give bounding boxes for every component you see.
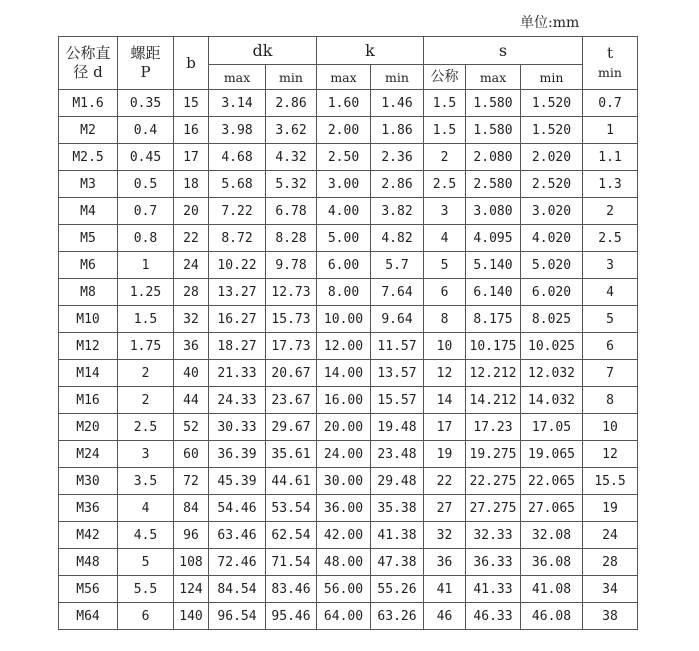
cell-b: 52 [174,414,209,441]
cell-b: 40 [174,360,209,387]
cell-d: M4 [59,198,118,225]
cell-d: M48 [59,549,118,576]
cell-d: M30 [59,468,118,495]
cell-t-min: 8 [583,387,638,414]
cell-k-max: 16.00 [317,387,371,414]
cell-d: M24 [59,441,118,468]
cell-t-min: 38 [583,603,638,630]
cell-b: 84 [174,495,209,522]
cell-s-nominal: 22 [424,468,466,495]
header-s-nominal: 公称 [424,65,466,90]
table-row [59,279,638,306]
header-pitch [118,37,174,90]
cell-p: 1.75 [118,333,174,360]
table-row [59,144,638,171]
cell-b: 17 [174,144,209,171]
cell-dk-max: 5.68 [209,171,266,198]
cell-p: 3 [118,441,174,468]
cell-k-max: 56.00 [317,576,371,603]
cell-s-nominal: 32 [424,522,466,549]
cell-s-max: 8.175 [466,306,521,333]
cell-s-max: 4.095 [466,225,521,252]
cell-t-min: 12 [583,441,638,468]
header-dk-max: max [209,65,266,90]
header-nominal-diameter-line2: 径 d [73,63,103,81]
header-s-min: min [521,65,583,90]
cell-d: M10 [59,306,118,333]
cell-d: M5 [59,225,118,252]
cell-dk-min: 95.46 [266,603,317,630]
table-row [59,360,638,387]
cell-s-min: 6.020 [521,279,583,306]
header-pitch-line1: 螺距 [130,44,161,62]
cell-s-nominal: 6 [424,279,466,306]
cell-s-min: 3.020 [521,198,583,225]
cell-d: M36 [59,495,118,522]
cell-b: 72 [174,468,209,495]
cell-k-min: 35.38 [371,495,424,522]
cell-d: M42 [59,522,118,549]
cell-dk-min: 2.86 [266,90,317,117]
cell-s-nominal: 8 [424,306,466,333]
header-k: k [317,37,424,65]
cell-d: M1.6 [59,90,118,117]
cell-s-min: 2.520 [521,171,583,198]
cell-k-max: 10.00 [317,306,371,333]
cell-s-min: 12.032 [521,360,583,387]
cell-p: 1 [118,252,174,279]
cell-d: M64 [59,603,118,630]
cell-s-min: 8.025 [521,306,583,333]
cell-s-max: 41.33 [466,576,521,603]
cell-b: 22 [174,225,209,252]
cell-k-min: 55.26 [371,576,424,603]
cell-dk-max: 13.27 [209,279,266,306]
table-row [59,549,638,576]
cell-dk-max: 96.54 [209,603,266,630]
cell-k-min: 2.86 [371,171,424,198]
cell-k-min: 4.82 [371,225,424,252]
cell-d: M2 [59,117,118,144]
cell-t-min: 1 [583,117,638,144]
cell-t-min: 15.5 [583,468,638,495]
cell-t-min: 28 [583,549,638,576]
cell-s-nominal: 17 [424,414,466,441]
table-row [59,495,638,522]
cell-t-min: 1.1 [583,144,638,171]
cell-k-min: 19.48 [371,414,424,441]
cell-k-min: 7.64 [371,279,424,306]
cell-k-max: 36.00 [317,495,371,522]
cell-t-min: 34 [583,576,638,603]
cell-dk-min: 3.62 [266,117,317,144]
cell-dk-min: 20.67 [266,360,317,387]
cell-s-max: 32.33 [466,522,521,549]
cell-dk-min: 17.73 [266,333,317,360]
cell-b: 96 [174,522,209,549]
header-k-max: max [317,65,371,90]
cell-p: 3.5 [118,468,174,495]
table-row [59,252,638,279]
cell-p: 0.7 [118,198,174,225]
cell-s-max: 22.275 [466,468,521,495]
cell-dk-min: 15.73 [266,306,317,333]
cell-s-max: 6.140 [466,279,521,306]
cell-s-max: 46.33 [466,603,521,630]
cell-t-min: 2.5 [583,225,638,252]
cell-k-min: 23.48 [371,441,424,468]
cell-s-min: 27.065 [521,495,583,522]
cell-d: M20 [59,414,118,441]
cell-t-min: 6 [583,333,638,360]
cell-p: 0.35 [118,90,174,117]
cell-s-nominal: 10 [424,333,466,360]
cell-dk-min: 71.54 [266,549,317,576]
header-dk-min: min [266,65,317,90]
cell-s-min: 17.05 [521,414,583,441]
cell-t-min: 10 [583,414,638,441]
cell-s-max: 19.275 [466,441,521,468]
cell-dk-max: 7.22 [209,198,266,225]
header-k-min: min [371,65,424,90]
cell-s-max: 12.212 [466,360,521,387]
header-nominal-diameter [59,37,118,90]
cell-k-min: 5.7 [371,252,424,279]
cell-b: 15 [174,90,209,117]
header-pitch-line2: P [140,63,151,81]
cell-b: 44 [174,387,209,414]
cell-d: M16 [59,387,118,414]
table-row [59,225,638,252]
cell-dk-max: 45.39 [209,468,266,495]
table-row [59,414,638,441]
cell-d: M56 [59,576,118,603]
cell-k-max: 5.00 [317,225,371,252]
cell-k-min: 9.64 [371,306,424,333]
cell-p: 2.5 [118,414,174,441]
cell-dk-max: 54.46 [209,495,266,522]
cell-s-max: 2.580 [466,171,521,198]
cell-s-nominal: 2 [424,144,466,171]
table-row [59,441,638,468]
cell-k-max: 8.00 [317,279,371,306]
cell-k-min: 63.26 [371,603,424,630]
cell-d: M12 [59,333,118,360]
cell-s-max: 1.580 [466,117,521,144]
header-s-max: max [466,65,521,90]
cell-b: 20 [174,198,209,225]
cell-s-max: 3.080 [466,198,521,225]
header-nominal-diameter-line1: 公称直 [65,44,111,62]
cell-p: 4 [118,495,174,522]
header-s: s [424,37,583,65]
cell-dk-max: 63.46 [209,522,266,549]
cell-k-min: 2.36 [371,144,424,171]
table-row [59,198,638,225]
table-row [59,333,638,360]
table-row [59,576,638,603]
cell-k-min: 1.46 [371,90,424,117]
cell-dk-min: 53.54 [266,495,317,522]
cell-k-max: 2.50 [317,144,371,171]
cell-s-nominal: 27 [424,495,466,522]
cell-dk-max: 84.54 [209,576,266,603]
cell-b: 60 [174,441,209,468]
cell-dk-min: 5.32 [266,171,317,198]
cell-k-min: 47.38 [371,549,424,576]
cell-dk-max: 21.33 [209,360,266,387]
cell-dk-max: 30.33 [209,414,266,441]
cell-b: 140 [174,603,209,630]
unit-label: 单位:mm [520,15,580,31]
cell-s-max: 17.23 [466,414,521,441]
cell-s-nominal: 19 [424,441,466,468]
cell-dk-max: 3.98 [209,117,266,144]
cell-k-min: 11.57 [371,333,424,360]
cell-s-max: 36.33 [466,549,521,576]
cell-s-min: 14.032 [521,387,583,414]
cell-k-min: 41.38 [371,522,424,549]
cell-s-min: 32.08 [521,522,583,549]
cell-b: 16 [174,117,209,144]
cell-s-nominal: 5 [424,252,466,279]
cell-dk-max: 18.27 [209,333,266,360]
cell-s-nominal: 36 [424,549,466,576]
cell-dk-max: 36.39 [209,441,266,468]
cell-dk-max: 24.33 [209,387,266,414]
cell-s-max: 27.275 [466,495,521,522]
cell-k-max: 42.00 [317,522,371,549]
cell-b: 124 [174,576,209,603]
cell-s-nominal: 3 [424,198,466,225]
cell-b: 24 [174,252,209,279]
table-row [59,117,638,144]
cell-k-max: 30.00 [317,468,371,495]
cell-k-max: 12.00 [317,333,371,360]
cell-t-min: 24 [583,522,638,549]
cell-s-max: 14.212 [466,387,521,414]
cell-dk-min: 4.32 [266,144,317,171]
cell-s-min: 2.020 [521,144,583,171]
table-row [59,522,638,549]
cell-p: 0.45 [118,144,174,171]
table-row [59,468,638,495]
header-dk: dk [209,37,317,65]
cell-b: 32 [174,306,209,333]
cell-p: 0.4 [118,117,174,144]
cell-s-min: 41.08 [521,576,583,603]
cell-dk-min: 8.28 [266,225,317,252]
cell-k-min: 3.82 [371,198,424,225]
cell-t-min: 4 [583,279,638,306]
cell-t-min: 5 [583,306,638,333]
cell-s-nominal: 1.5 [424,90,466,117]
cell-s-min: 36.08 [521,549,583,576]
cell-t-min: 0.7 [583,90,638,117]
cell-s-min: 4.020 [521,225,583,252]
cell-s-min: 10.025 [521,333,583,360]
cell-d: M14 [59,360,118,387]
cell-dk-min: 44.61 [266,468,317,495]
cell-k-max: 24.00 [317,441,371,468]
cell-s-min: 19.065 [521,441,583,468]
cell-p: 2 [118,360,174,387]
cell-k-max: 20.00 [317,414,371,441]
cell-s-max: 2.080 [466,144,521,171]
table-row [59,603,638,630]
cell-s-nominal: 12 [424,360,466,387]
cell-dk-max: 10.22 [209,252,266,279]
table-row [59,90,638,117]
cell-k-max: 14.00 [317,360,371,387]
header-t [583,37,638,90]
cell-s-nominal: 4 [424,225,466,252]
cell-k-max: 4.00 [317,198,371,225]
table-row [59,387,638,414]
cell-s-nominal: 2.5 [424,171,466,198]
cell-k-max: 48.00 [317,549,371,576]
cell-dk-min: 35.61 [266,441,317,468]
cell-dk-max: 4.68 [209,144,266,171]
cell-b: 28 [174,279,209,306]
header-t-label: t [606,44,614,62]
cell-p: 5.5 [118,576,174,603]
cell-p: 0.5 [118,171,174,198]
table-body [59,90,638,630]
cell-k-max: 2.00 [317,117,371,144]
header-t-min: min [598,65,622,80]
cell-s-nominal: 14 [424,387,466,414]
cell-t-min: 1.3 [583,171,638,198]
cell-k-max: 1.60 [317,90,371,117]
table-row [59,306,638,333]
cell-b: 108 [174,549,209,576]
cell-k-min: 13.57 [371,360,424,387]
cell-dk-min: 83.46 [266,576,317,603]
cell-k-max: 64.00 [317,603,371,630]
cell-s-nominal: 41 [424,576,466,603]
cell-p: 6 [118,603,174,630]
cell-k-min: 15.57 [371,387,424,414]
cell-t-min: 7 [583,360,638,387]
cell-k-min: 1.86 [371,117,424,144]
cell-p: 0.8 [118,225,174,252]
cell-p: 1.25 [118,279,174,306]
cell-p: 5 [118,549,174,576]
cell-dk-max: 72.46 [209,549,266,576]
cell-p: 2 [118,387,174,414]
cell-dk-max: 3.14 [209,90,266,117]
header-b: b [174,37,209,90]
cell-d: M3 [59,171,118,198]
cell-s-min: 5.020 [521,252,583,279]
cell-d: M8 [59,279,118,306]
cell-dk-min: 6.78 [266,198,317,225]
cell-b: 36 [174,333,209,360]
cell-t-min: 3 [583,252,638,279]
cell-p: 4.5 [118,522,174,549]
cell-s-max: 10.175 [466,333,521,360]
cell-d: M6 [59,252,118,279]
cell-k-max: 3.00 [317,171,371,198]
cell-s-nominal: 1.5 [424,117,466,144]
cell-b: 18 [174,171,209,198]
cell-dk-min: 23.67 [266,387,317,414]
cell-dk-max: 16.27 [209,306,266,333]
cell-dk-min: 62.54 [266,522,317,549]
cell-s-min: 1.520 [521,90,583,117]
cell-k-max: 6.00 [317,252,371,279]
cell-d: M2.5 [59,144,118,171]
cell-dk-min: 9.78 [266,252,317,279]
cell-p: 1.5 [118,306,174,333]
cell-t-min: 2 [583,198,638,225]
cell-s-nominal: 46 [424,603,466,630]
cell-s-min: 46.08 [521,603,583,630]
cell-dk-max: 8.72 [209,225,266,252]
cell-t-min: 19 [583,495,638,522]
cell-s-min: 22.065 [521,468,583,495]
cell-dk-min: 12.73 [266,279,317,306]
cell-k-min: 29.48 [371,468,424,495]
cell-s-max: 5.140 [466,252,521,279]
cell-s-min: 1.520 [521,117,583,144]
cell-s-max: 1.580 [466,90,521,117]
socket-head-cap-screw-dimension-table [58,36,638,630]
cell-dk-min: 29.67 [266,414,317,441]
table-row [59,171,638,198]
